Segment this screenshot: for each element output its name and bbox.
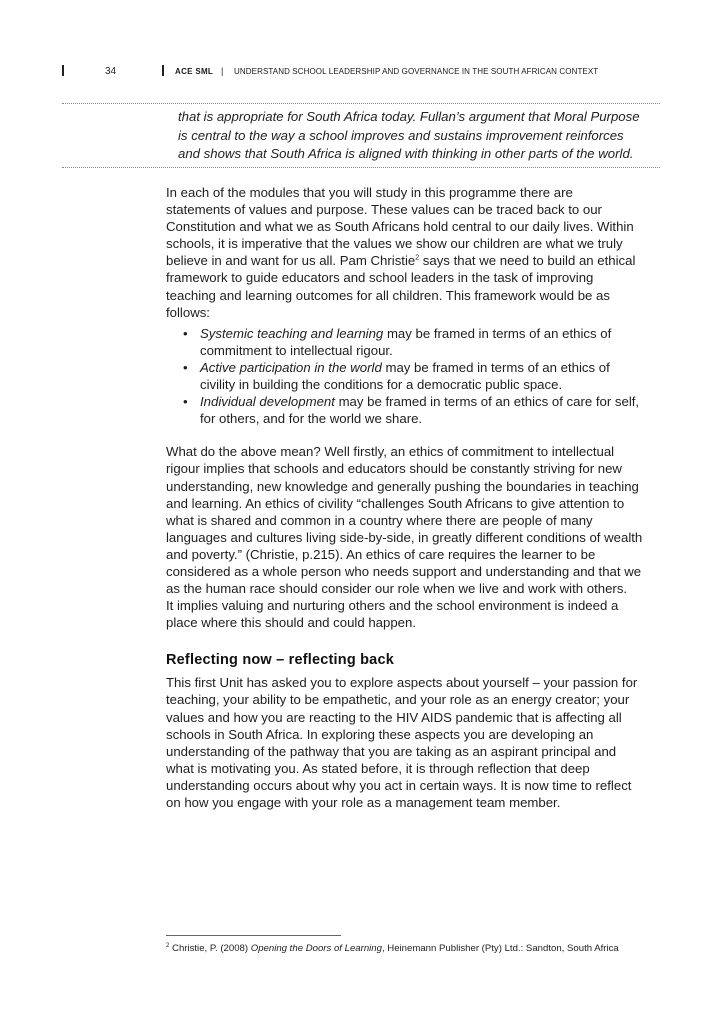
paragraph-ethics-meaning [166, 443, 666, 631]
running-header [0, 62, 728, 82]
list-item [166, 359, 666, 393]
footnote-reference: 2 [415, 254, 420, 262]
text-line: framework to guide educators and school leaders in the task of improving [166, 270, 594, 286]
header-separator: | [221, 66, 224, 76]
header-rule-left [62, 65, 64, 76]
text-line: civility in building the conditions for a democratic public space. [200, 377, 563, 393]
bullet-term: Individual development [200, 394, 335, 410]
text-line: schools in South Africa. In exploring these aspects you are developing an [166, 726, 594, 742]
text-segment: may be framed in terms of an ethics of [383, 325, 612, 341]
footnote-rule [166, 935, 341, 936]
main-text [166, 184, 666, 811]
text-line: languages and cultures living side-by-side, in greatly different conditions of wealth [166, 529, 643, 545]
text-line: This first Unit has asked you to explore aspects about yourself – your passion for [166, 675, 638, 691]
list-item [166, 325, 666, 359]
quote-line: that is appropriate for South Africa today. Fullan’s argument that Moral Purpose [178, 109, 640, 124]
ethics-bullet-list [166, 325, 666, 428]
text-line: statements of values and purpose. These values can be traced back to our [166, 202, 602, 218]
text-line: what is motivating you. As stated before, it is through reflection that deep [166, 760, 590, 776]
paragraph-values [166, 184, 666, 321]
text-line: understanding occurs about why you act in certain ways. It is now time to reflect [166, 777, 632, 793]
text-line: teaching and learning outcomes for all children. This framework would be as [166, 287, 610, 303]
bullet-symbol: • [183, 394, 188, 410]
text-line: on how you engage with your role as a management team member. [166, 795, 561, 810]
text-line: and poverty.” (Christie, p.215). An ethics of care requires the learner to be [166, 546, 596, 562]
text-line: Constitution and what we as South Africans hold central to our daily lives. Within [166, 219, 634, 235]
footnote-marker: 2 [166, 942, 170, 949]
bullet-term: Systemic teaching and learning [200, 325, 384, 341]
text-line: understanding, new knowledge and generally pushing the boundaries in teaching [166, 478, 639, 494]
quote-line: and shows that South Africa is aligned with thinking in other parts of the world. [178, 146, 634, 162]
module-title: UNDERSTAND SCHOOL LEADERSHIP AND GOVERNANCE IN THE SOUTH AFRICAN CONTEXT [234, 67, 599, 76]
bullet-term: Active participation in the world [200, 359, 382, 375]
text-line: place where this should and could happen. [166, 615, 417, 631]
text-line [200, 393, 666, 410]
quote-top-rule [62, 103, 660, 104]
series-label: ACE SML [175, 67, 214, 76]
quote-block [178, 108, 662, 164]
text-line: as the human race should consider our role when we live and work with others. [166, 581, 628, 597]
text-line: It implies valuing and nurturing others and the school environment is indeed a [166, 598, 619, 614]
text-segment: believe in and want for us all. Pam Christie [166, 253, 416, 269]
text-line: schools, it is imperative that the values we show our children are what we truly [166, 236, 623, 252]
page-number: 34 [105, 66, 117, 77]
bullet-symbol: • [183, 359, 188, 375]
section-heading: Reflecting now – reflecting back [166, 652, 394, 669]
text-segment: says that we need to build an ethical [419, 253, 636, 269]
text-line [166, 252, 666, 269]
footnote [166, 943, 619, 954]
text-line: what is shared and common in a country where there are people of many [166, 512, 593, 528]
quote-bottom-rule [62, 167, 660, 168]
text-line: follows: [166, 304, 210, 320]
quote-line: is central to the way a school improves and sustains improvement reinforces [178, 127, 624, 143]
text-line: considered as a whole person who needs support and understanding and that we [166, 563, 642, 579]
footnote-prefix: Christie, P. (2008) [169, 943, 251, 954]
text-line: understanding of the pathway that you are taking as an aspirant principal and [166, 743, 617, 759]
text-line: for others, and for the world we share. [200, 411, 423, 427]
text-segment: may be framed in terms of an ethics of [381, 359, 610, 375]
footnote-suffix: , Heinemann Publisher (Pty) Ltd.: Sandton, South Africa [381, 943, 619, 954]
text-segment: may be framed in terms of an ethics of care for self, [334, 394, 640, 410]
text-line: teaching, your ability to be empathetic, and your role as an energy creator; your [166, 692, 630, 708]
text-line: What do the above mean? Well firstly, an ethics of commitment to intellectual [166, 444, 615, 460]
footnote-book-title: Opening the Doors of Learning [250, 943, 382, 954]
text-line: values and how you are reacting to the HIV AIDS pandemic that is affecting all [166, 709, 622, 725]
text-line [200, 325, 666, 342]
text-line: and learning. An ethics of civility “challenges South Africans to give attention to [166, 495, 625, 511]
text-line: rigour implies that schools and educators should be constantly striving for new [166, 461, 622, 477]
text-line [200, 359, 666, 376]
text-line: In each of the modules that you will study in this programme there are [166, 185, 573, 200]
text-line: commitment to intellectual rigour. [200, 342, 393, 358]
header-rule-middle [162, 65, 164, 76]
bullet-symbol: • [183, 325, 188, 341]
list-item [166, 393, 666, 427]
paragraph-reflection [166, 674, 666, 811]
